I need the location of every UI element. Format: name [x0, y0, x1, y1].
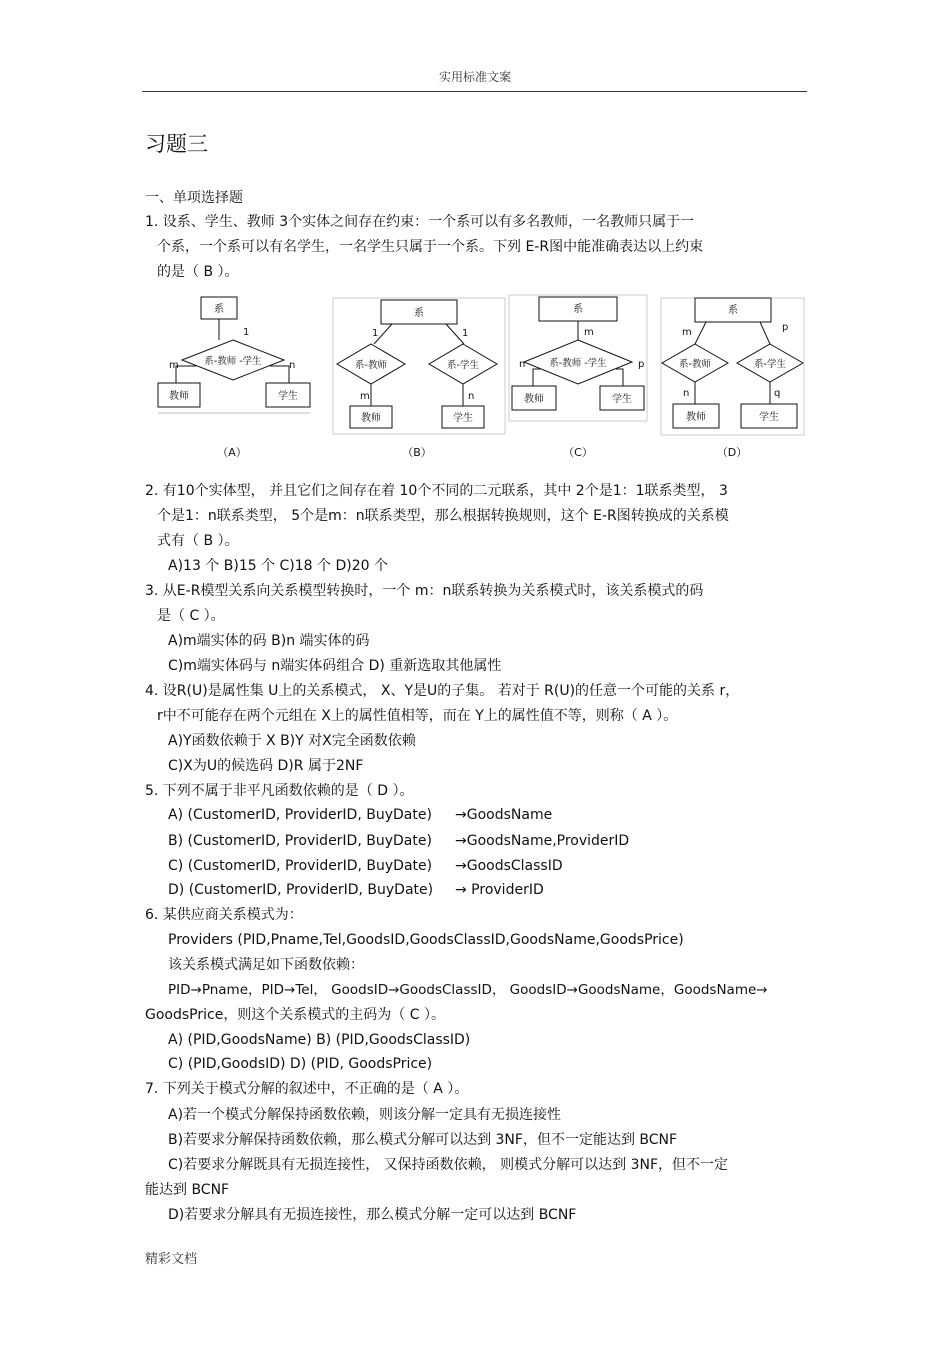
q7-option-a: A)若一个模式分解保持函数依赖，则该分解一定具有无损连接性 [168, 1107, 562, 1123]
b-teacher-label: 教师 [361, 413, 381, 424]
c-card-n: n [519, 359, 526, 370]
q7-option-c-2: 能达到 BCNF [145, 1182, 230, 1198]
b-card-1-right: 1 [462, 328, 469, 339]
q5-line1: 5. 下列不属于非平凡函数依赖的是（ D ）。 [145, 783, 414, 799]
caption-a: （A） [217, 446, 247, 459]
er-diagram-a [158, 297, 310, 413]
a-card-1: 1 [243, 327, 250, 338]
q6-options-2: C) (PID,GoodsID) D) (PID, GoodsPrice) [168, 1056, 433, 1072]
c-teacher-label: 教师 [524, 394, 544, 405]
page-title: 习题三 [145, 132, 208, 156]
er-diagram-b [333, 298, 505, 434]
q4-line1: 4. 设R(U)是属性集 U上的关系模式， X、Y是U的子集。 若对于 R(U)的任意一个可能的关系 r， [145, 683, 740, 699]
c-card-p: p [638, 359, 645, 370]
q4-line2: r中不可能存在两个元组在 X上的属性值相等，而在 Y上的属性值不等，则称（ A ）。 [157, 708, 678, 724]
c-card-m: m [584, 327, 594, 338]
q3-line1: 3. 从E-R模型关系向关系模型转换时，一个 m：n联系转换为关系模式时，该关系模式的码 [145, 583, 704, 599]
q6-line2: Providers (PID,Pname,Tel,GoodsID,GoodsClassID,GoodsName,GoodsPrice) [168, 932, 684, 948]
header-rule [142, 91, 807, 92]
q7-option-b: B)若要求分解保持函数依赖，那么模式分解可以达到 3NF，但不一定能达到 BCNF [168, 1132, 678, 1148]
a-card-m: m [169, 360, 179, 371]
b-rel-ds-label: 系-学生 [447, 360, 479, 371]
a-teacher-label: 教师 [169, 391, 189, 402]
d-teacher-label: 教师 [686, 412, 706, 423]
d-card-n: n [683, 388, 690, 399]
d-rel-dt-label: 系-教师 [679, 359, 711, 370]
q2-line3: 式有（ B ）。 [157, 533, 239, 549]
q5-option-a-rhs: →GoodsName [455, 807, 553, 823]
er-diagrams-figure [150, 290, 810, 465]
q5-option-d-rhs: → ProviderID [455, 882, 544, 898]
caption-d: （D） [716, 446, 748, 459]
q5-option-d: D) (CustomerID, ProviderID, BuyDate) [168, 882, 434, 898]
c-student-label: 学生 [612, 394, 632, 405]
b-card-m: m [360, 391, 370, 402]
d-rel-ds-label: 系-学生 [754, 359, 786, 370]
c-dept-label: 系 [573, 304, 583, 315]
a-student-label: 学生 [278, 391, 298, 402]
er-diagram-c [509, 295, 647, 421]
b-dept-label: 系 [414, 308, 424, 319]
q3-line2: 是（ C ）。 [157, 608, 225, 624]
a-card-n: n [289, 360, 296, 371]
q6-line4: PID→Pname，PID→Tel， GoodsID→GoodsClassID， GoodsID→GoodsName，GoodsName→ [168, 982, 768, 998]
er-diagram-d [661, 298, 804, 435]
b-rel-dt-label: 系-教师 [355, 360, 387, 371]
q1-line2: 个系，一个系可以有名学生，一名学生只属于一个系。下列 E-R图中能准确表达以上约束 [157, 239, 704, 255]
q7-option-c-1: C)若要求分解既具有无损连接性， 又保持函数依赖， 则模式分解可以达到 3NF，但不一定 [168, 1157, 729, 1173]
q2-line2: 个是1：n联系类型， 5个是m：n联系类型，那么根据转换规则，这个 E-R图转换成的关系模 [157, 508, 729, 524]
b-card-1-left: 1 [372, 328, 379, 339]
q1-line1: 1. 设系、学生、教师 3个实体之间存在约束：一个系可以有多名教师，一名教师只属于一 [145, 214, 695, 230]
caption-c: （C） [563, 446, 593, 459]
q4-options-2: C)X为U的候选码 D)R 属于2NF [168, 758, 364, 774]
d-student-label: 学生 [759, 412, 779, 423]
q5-option-c: C) (CustomerID, ProviderID, BuyDate) [168, 858, 433, 874]
q1-line3: 的是（ B ）。 [157, 264, 239, 280]
page-header: 实用标准文案 [438, 70, 511, 84]
a-rel-label: 系-教师 -学生 [204, 356, 262, 367]
b-card-n: n [468, 391, 475, 402]
section-heading: 一、单项选择题 [145, 190, 243, 206]
d-card-m: m [682, 327, 692, 338]
q4-options-1: A)Y函数依赖于 X B)Y 对X完全函数依赖 [168, 733, 416, 749]
d-card-p: p [782, 322, 789, 333]
q2-options: A)13 个 B)15 个 C)18 个 D)20 个 [168, 558, 388, 574]
q5-option-c-rhs: →GoodsClassID [455, 858, 563, 874]
d-card-q: q [774, 388, 781, 399]
q6-line3: 该关系模式满足如下函数依赖： [168, 957, 364, 973]
q5-option-b-rhs: →GoodsName,ProviderID [455, 833, 630, 849]
q3-options-1: A)m端实体的码 B)n 端实体的码 [168, 633, 370, 649]
a-dept-label: 系 [214, 304, 224, 315]
q7-option-d: D)若要求分解具有无损连接性，那么模式分解一定可以达到 BCNF [168, 1207, 577, 1223]
q5-option-b: B) (CustomerID, ProviderID, BuyDate) [168, 833, 432, 849]
c-rel-label: 系-教师 -学生 [549, 358, 607, 369]
caption-b: （B） [402, 446, 432, 459]
q7-line1: 7. 下列关于模式分解的叙述中，不正确的是（ A ）。 [145, 1081, 469, 1097]
page-footer: 精彩文档 [145, 1252, 198, 1267]
b-student-label: 学生 [453, 413, 473, 424]
q2-line1: 2. 有10个实体型， 并且它们之间存在着 10个不同的二元联系，其中 2个是1：1联系类型， 3 [145, 483, 728, 499]
q3-options-2: C)m端实体码与 n端实体码组合 D) 重新选取其他属性 [168, 658, 502, 674]
q6-line5: GoodsPrice，则这个关系模式的主码为（ C ）。 [145, 1007, 445, 1023]
q6-line1: 6. 某供应商关系模式为： [145, 907, 303, 923]
d-dept-label: 系 [728, 305, 738, 316]
q6-options-1: A) (PID,GoodsName) B) (PID,GoodsClassID) [168, 1032, 471, 1048]
q5-option-a: A) (CustomerID, ProviderID, BuyDate) [168, 807, 432, 823]
